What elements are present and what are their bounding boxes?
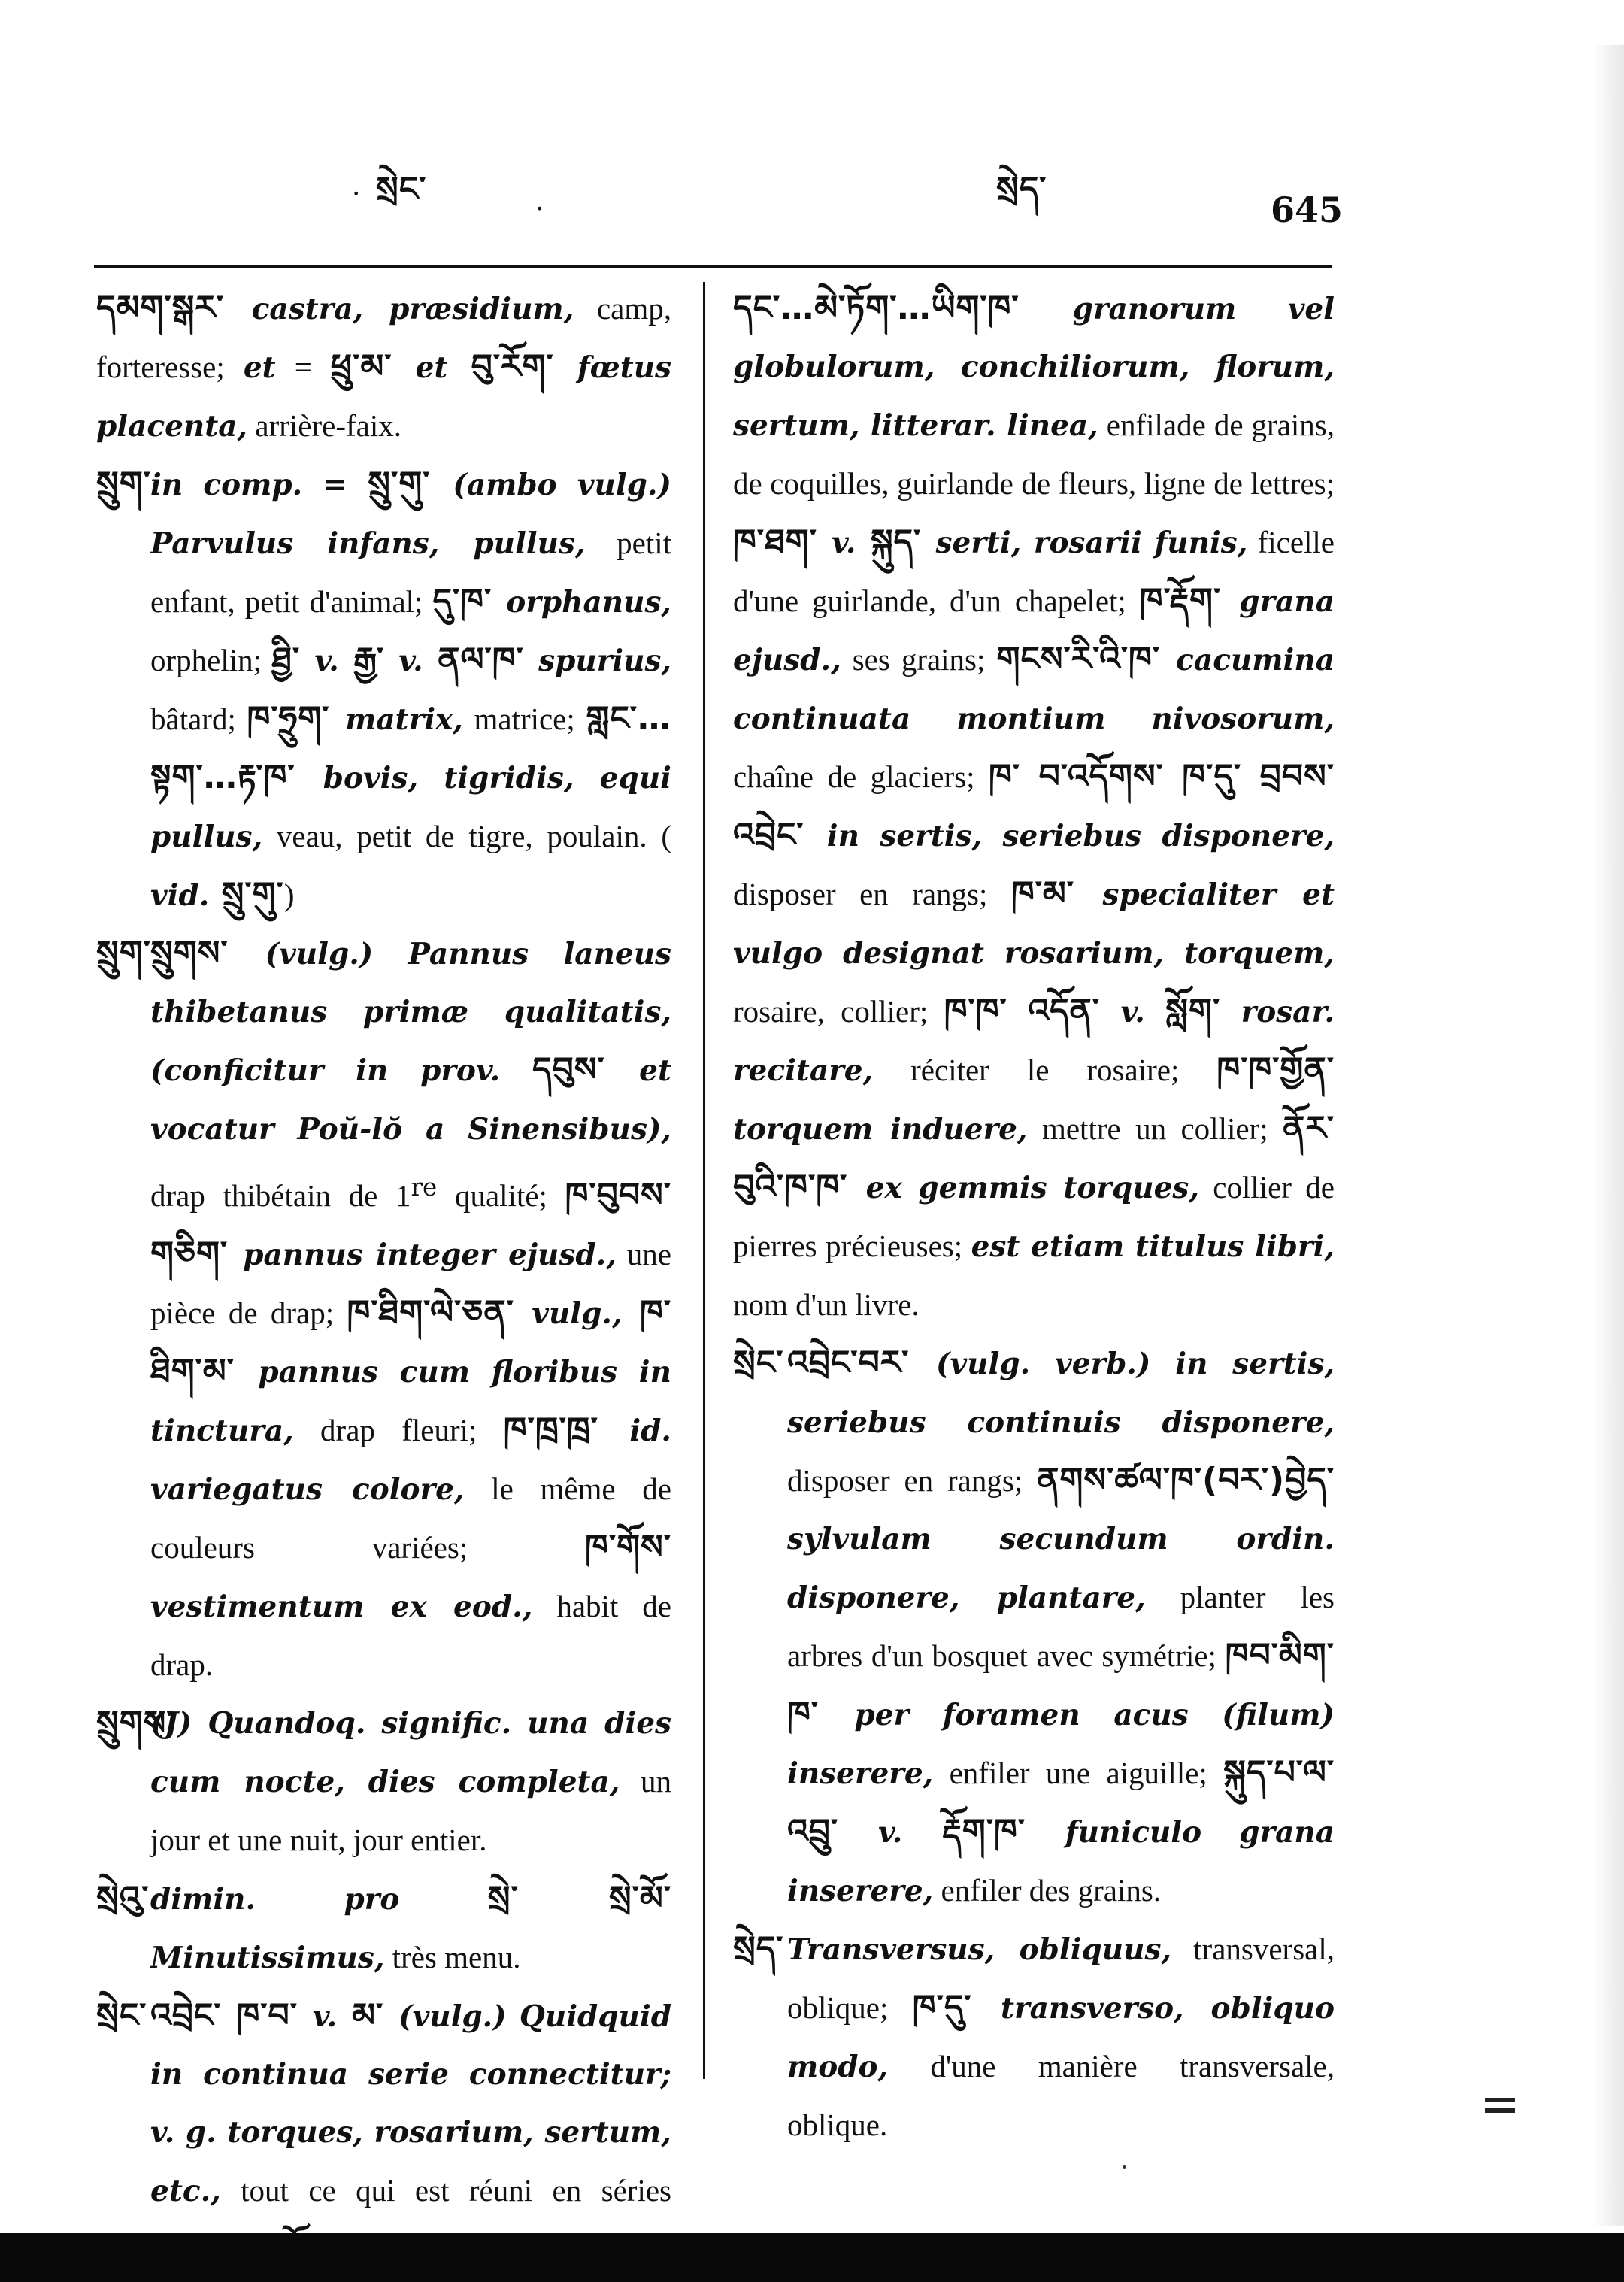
french-gloss: une pièce de drap; <box>150 1237 672 1330</box>
tibetan-text: ནལ་ཁ་ <box>423 641 539 679</box>
tibetan-text: ཁ་ཧྲུག་ <box>247 699 346 738</box>
left-column <box>96 280 671 2279</box>
latin-gloss: v. <box>314 644 339 678</box>
page-edge-shading <box>1592 45 1624 2226</box>
running-head-dot: · <box>352 179 361 210</box>
tibetan-text: ཁ་གོས་ <box>585 1528 671 1566</box>
french-gloss: matrice; <box>462 702 586 736</box>
print-speck <box>1123 2165 1126 2169</box>
french-gloss: veau, petit de tigre, poulain. ( <box>262 819 671 853</box>
french-gloss: transversal, oblique; <box>787 1932 1335 2025</box>
tibetan-text: སྐུད་ <box>856 523 936 561</box>
latin-gloss: castra, præsidium, <box>251 292 574 326</box>
latin-gloss: vid. <box>150 878 210 913</box>
tibetan-text: སྲུ་གུ་ <box>368 465 453 503</box>
french-gloss: arrière-faix. <box>247 408 401 443</box>
french-gloss: enfilade de grains, de coquilles, guirlande de fleurs, ligne de lettres; <box>733 408 1335 501</box>
french-gloss: planter les arbres d'un bosquet avec symétrie; <box>787 1580 1335 1673</box>
tibetan-text: སློག་ <box>1144 992 1241 1030</box>
tibetan-text: སྐུད་པ་ལ་འབྲུ་ <box>787 1753 1335 1850</box>
tibetan-text: ཁབ་མིག་ཁ་ <box>787 1636 1335 1733</box>
entry-headword: སྲུག་ <box>96 465 151 503</box>
latin-gloss: per foramen acus (filum) inserere, <box>787 1698 1335 1791</box>
tibetan-text: ནོར་བུའི་ཁ་ཁ་ <box>733 1109 1335 1206</box>
latin-gloss: (vulg.) Pannus laneus thibetanus primæ qualitatis, (conficitur in prov. <box>150 937 672 1088</box>
tibetan-text: ཁ་ཁ་གྱོན་ <box>1216 1050 1335 1089</box>
latin-gloss: spurius, <box>538 644 671 678</box>
latin-gloss: ex gemmis torques, <box>865 1171 1199 1205</box>
entry-headword: སྲུག་ <box>96 934 151 972</box>
tibetan-text: དང་…མེ་ཏོག་…ཡིག་ཁ་ <box>733 289 1073 327</box>
entry-headword: སྲེད་ <box>733 1929 784 1968</box>
french-gloss: rosaire, collier; <box>733 994 944 1029</box>
french-gloss: ) <box>283 877 295 912</box>
tibetan-text: ཁ་བུབས་གཅིག་ <box>150 1176 671 1273</box>
latin-gloss: grana ejusd., <box>733 584 1335 677</box>
latin-gloss: granorum vel globulorum, conchiliorum, florum, sertum, litterar. linea, <box>733 292 1335 443</box>
tibetan-text: སྲུ་གུ་ <box>209 875 284 914</box>
tibetan-text: ཁ་མ་ <box>1010 874 1103 913</box>
latin-gloss: Transversus, obliquus, <box>787 1932 1172 1967</box>
tibetan-text: ནགས་ཚལ་ཁ་(བར་)བྱེད་ <box>1037 1461 1335 1499</box>
latin-gloss: v. <box>1120 995 1145 1029</box>
french-gloss: chaîne de glaciers; <box>733 759 989 794</box>
latin-gloss: sylvulam secundum ordin. disponere, plantare, <box>787 1522 1335 1615</box>
tibetan-text: གླང་…སྟག་…རྟ་ཁ་ <box>150 699 671 796</box>
tibetan-text: སྲུགས་ <box>150 934 265 972</box>
superscript: re <box>411 1173 438 1202</box>
latin-gloss: specialiter et vulgo designat rosarium, torquem, <box>733 877 1335 971</box>
tibetan-text: བུ་རོག་ <box>447 347 577 386</box>
tibetan-text: ཕྲུ་མ་ <box>330 347 416 386</box>
right-column <box>733 280 1335 2155</box>
latin-gloss: (ambo vulg.) Parvulus infans, pullus, <box>150 468 671 561</box>
french-gloss: bâtard; <box>150 702 247 736</box>
latin-gloss: v. <box>312 1999 338 2034</box>
latin-gloss: et <box>415 350 448 385</box>
tibetan-text: ཁ་ཁ་ འདོན་ <box>944 992 1121 1030</box>
french-gloss: = <box>275 350 331 384</box>
french-gloss: disposer en rangs; <box>787 1463 1038 1498</box>
latin-gloss: et vocatur Poŭ-lŏ a Sinensibus), <box>150 1053 671 1147</box>
tibetan-text: ཁ་ཐག་ <box>733 523 832 561</box>
latin-gloss: vestimentum ex eod., <box>150 1590 533 1624</box>
tibetan-text: རྡོག་ཁ་ <box>902 1812 1065 1850</box>
french-gloss: orphelin; <box>150 643 272 677</box>
latin-gloss: torquem induere, <box>733 1112 1028 1147</box>
french-gloss: réciter le rosaire; <box>873 1053 1217 1087</box>
entry-continuation <box>733 280 1335 1335</box>
latin-gloss: et <box>243 350 276 385</box>
entry-continuation <box>96 280 671 456</box>
entry-headword: སྲུགས་ <box>96 1704 174 1742</box>
entry-headword: སྲེང་ <box>96 1996 147 2035</box>
header-rule <box>94 265 1332 268</box>
latin-gloss: id. variegatus colore, <box>150 1414 671 1507</box>
french-gloss: enfiler une aiguille; <box>933 1756 1224 1790</box>
french-gloss: drap fleuri; <box>293 1413 504 1447</box>
tibetan-text: ཁ་དུ་ <box>912 1988 1001 2026</box>
tibetan-text: ཁ་བ་ <box>236 1996 313 2035</box>
french-gloss: petit enfant, petit d'animal; <box>150 526 671 619</box>
dictionary-entry <box>733 1920 1335 2155</box>
latin-gloss: in comp. = <box>150 468 368 502</box>
tibetan-text: གངས་རི་འི་ཁ་ <box>996 640 1177 678</box>
tibetan-text: ཁ་ བ་འདོགས་ ཁ་དུ་ བྲབས་ འབྲེང་ <box>733 757 1335 854</box>
french-gloss: enfiler des grains. <box>933 1873 1162 1908</box>
latin-gloss: pannus integer ejusd., <box>243 1238 617 1272</box>
entry-headword: སྲེང་ <box>733 1344 784 1382</box>
tibetan-text: འབྲེང་ <box>150 1996 237 2035</box>
tibetan-text: ཐྱི་ <box>271 641 315 679</box>
tibetan-text: སྲེ་ <box>487 1879 609 1917</box>
running-head-dot: · <box>535 194 544 225</box>
tibetan-text: དུ་ཁ་ <box>432 582 507 620</box>
tibetan-text: སྲེ་མོ་ <box>608 1879 671 1917</box>
entry-headword: སྲེའུ་ <box>96 1879 150 1917</box>
latin-gloss: bovis, tigridis, equi pullus, <box>150 761 671 854</box>
tibetan-text: དམག་སྒར་ <box>96 289 252 327</box>
french-gloss: camp, forteresse; <box>96 291 671 384</box>
latin-gloss: v. <box>832 526 856 560</box>
latin-gloss: orphanus, <box>506 585 671 620</box>
latin-gloss: in sertis, seriebus disponere, <box>826 819 1335 853</box>
latin-gloss: cacumina continuata montium nivosorum, <box>733 643 1335 736</box>
column-divider <box>703 282 705 2079</box>
latin-gloss: dimin. pro <box>150 1882 488 1917</box>
tibetan-text: ཁ་ཐིག་མ་ <box>150 1293 671 1390</box>
tibetan-text: རྒྱ་ <box>338 641 399 679</box>
running-head-center-word: སྲེད་ <box>996 170 1047 208</box>
latin-gloss: Minutissimus, <box>150 1941 385 1975</box>
french-gloss: habit de drap. <box>150 1589 671 1682</box>
french-gloss: collier de pierres précieuses; <box>733 1170 1335 1263</box>
french-gloss: nom d'un livre. <box>733 1287 920 1322</box>
latin-gloss: vulg., <box>532 1296 623 1331</box>
latin-gloss: matrix, <box>345 702 463 737</box>
french-gloss: le même de couleurs variées; <box>150 1471 672 1565</box>
tibetan-text: ཁ་རྡོག་ <box>1139 581 1240 620</box>
latin-gloss: fœtus placenta, <box>96 350 672 444</box>
dictionary-entry <box>733 1335 1335 1920</box>
dictionary-entry <box>96 456 671 925</box>
french-gloss: ses grains; <box>841 642 997 677</box>
french-gloss: d'une manière transversale, oblique. <box>787 2049 1335 2142</box>
latin-gloss: funiculo grana inserere, <box>787 1815 1335 1908</box>
latin-gloss: (vulg. verb.) in sertis, seriebus continuis disponere, <box>787 1347 1335 1440</box>
latin-gloss: est etiam titulus libri, <box>971 1229 1335 1264</box>
scan-bottom-band <box>0 2233 1624 2282</box>
latin-gloss: serti, rosarii funis, <box>935 526 1248 560</box>
margin-mark <box>1485 2098 1515 2125</box>
dictionary-entry <box>96 1870 671 1987</box>
french-gloss: très menu. <box>384 1940 521 1974</box>
dictionary-entry <box>96 925 671 1695</box>
latin-gloss: (J) Quandoq. signific. una dies cum nocte, dies completa, <box>150 1706 671 1799</box>
tibetan-text: འབྲེང་བར་ <box>787 1344 937 1382</box>
latin-gloss: v. <box>878 1815 903 1850</box>
tibetan-text: དབུས་ <box>532 1050 640 1089</box>
french-gloss: mettre un collier; <box>1027 1111 1283 1146</box>
page-number: 645 <box>1271 189 1344 230</box>
tibetan-text: ཁ་ཐིག་ལེ་ཅན་ <box>347 1293 532 1332</box>
latin-gloss: v. <box>398 644 423 678</box>
latin-gloss: transverso, obliquo modo, <box>787 1991 1335 2084</box>
dictionary-entry <box>96 1695 671 1870</box>
french-gloss: disposer en rangs; <box>733 877 1011 911</box>
latin-gloss: rosar. recitare, <box>733 995 1335 1088</box>
tibetan-text: ཁ་ཁྲ་ཁྲ་ <box>503 1411 630 1449</box>
french-gloss: drap thibétain de 1 <box>150 1178 411 1213</box>
running-head-left-word: སྲེང་ <box>376 170 427 208</box>
latin-gloss: pannus cum floribus in tinctura, <box>150 1355 671 1448</box>
french-gloss: qualité; <box>437 1178 565 1213</box>
french-gloss: un jour et une nuit, jour entier. <box>150 1764 671 1857</box>
tibetan-text: མ་ <box>337 1996 399 2035</box>
french-gloss: tout ce qui est réuni en séries <box>241 2173 671 2208</box>
french-gloss: ficelle d'une guirlande, d'un chapelet; <box>733 525 1335 618</box>
latin-gloss: (vulg.) Quidquid in continua serie connectitur; v. g. torques, rosarium, sertum, etc., <box>150 1999 671 2208</box>
